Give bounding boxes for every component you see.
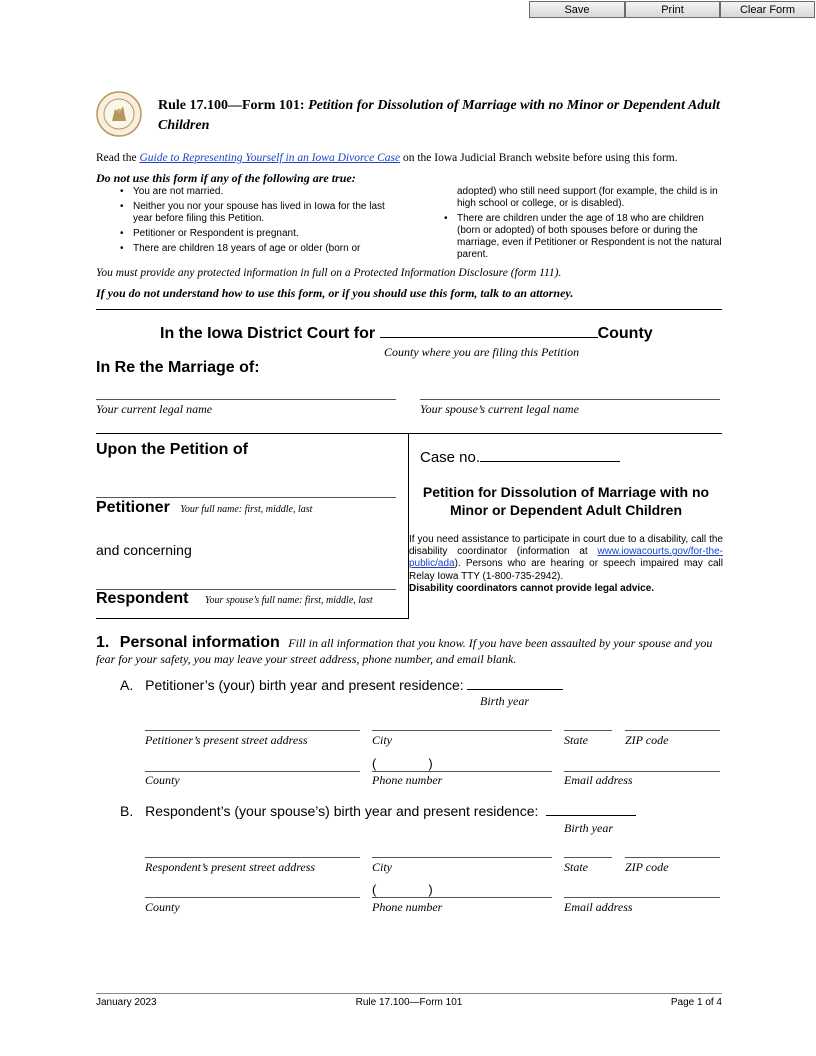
your-name-caption: Your current legal name bbox=[96, 402, 213, 416]
read-guide-text: Read the Guide to Representing Yourself in an Iowa Divorce Case on the Iowa Judicial Branch website before using this form. bbox=[96, 152, 678, 164]
street-caption: Petitioner’s present street address bbox=[145, 733, 308, 747]
divider bbox=[96, 309, 722, 310]
county-caption: County bbox=[145, 900, 180, 914]
petitioner-city-field[interactable] bbox=[372, 730, 552, 731]
do-not-use-heading: Do not use this form if any of the following are true: bbox=[96, 171, 356, 185]
in-re-heading: In Re the Marriage of: bbox=[96, 359, 260, 376]
email-caption: Email address bbox=[564, 900, 633, 914]
respondent-street-field[interactable] bbox=[145, 857, 360, 858]
list-item-continued: adopted) who still need support (for example, the child is in high school or college, or is disabled). bbox=[457, 186, 718, 209]
zip-caption: ZIP code bbox=[625, 733, 669, 747]
footer-page-number: Page 1 of 4 bbox=[670, 997, 722, 1008]
protected-info-note: You must provide any protected information in full on a Protected Information Disclosure (form 111). bbox=[96, 267, 562, 279]
spouse-name-caption: Your spouse’s current legal name bbox=[420, 402, 579, 416]
phone-caption: Phone number bbox=[372, 900, 443, 914]
respondent-label: Respondent Your spouse’s full name: first, middle, last bbox=[96, 590, 373, 607]
petitioner-county-field[interactable] bbox=[145, 771, 360, 772]
caption-box-bottom bbox=[96, 618, 409, 619]
case-number-field[interactable] bbox=[480, 461, 620, 462]
email-caption: Email address bbox=[564, 773, 633, 787]
petitioner-birth-year-field[interactable] bbox=[467, 689, 563, 690]
ada-link[interactable]: www.iowacourts.gov/for-the-public/ada bbox=[409, 546, 723, 570]
petitioner-phone-field[interactable] bbox=[372, 771, 552, 772]
footer-date: January 2023 bbox=[96, 997, 157, 1008]
court-heading: In the Iowa District Court for County bbox=[160, 325, 653, 342]
county-caption: County bbox=[145, 773, 180, 787]
state-caption: State bbox=[564, 733, 588, 747]
ada-notice: If you need assistance to participate in court due to a disability, call the disability coordinator (information at www.iowacourts.gov/for-the-public/ada). Persons who are hearing or speech impaired may call Relay Iowa TTY (1-800-735-2942). Disability coordinators cannot provide legal advice. bbox=[409, 534, 723, 594]
clear-form-button[interactable]: Clear Form bbox=[720, 1, 815, 18]
state-caption: State bbox=[564, 860, 588, 874]
county-caption: County where you are filing this Petition bbox=[384, 345, 580, 359]
bullets-right bbox=[420, 186, 725, 264]
and-concerning: and concerning bbox=[96, 542, 192, 558]
respondent-phone-field[interactable] bbox=[372, 897, 552, 898]
respondent-zip-field[interactable] bbox=[625, 857, 720, 858]
iowa-judicial-seal bbox=[96, 91, 142, 137]
city-caption: City bbox=[372, 733, 392, 747]
attorney-note: If you do not understand how to use this form, or if you should use this form, talk to an attorney. bbox=[96, 286, 574, 300]
petitioner-street-field[interactable] bbox=[145, 730, 360, 731]
city-caption: City bbox=[372, 860, 392, 874]
section-1-heading: 1. Personal information Fill in all information that you know. If you have been assaulted by your spouse and you fear for your safety, you may leave your street address, phone number, and email blank. bbox=[96, 634, 713, 666]
respondent-county-field[interactable] bbox=[145, 897, 360, 898]
print-button[interactable]: Print bbox=[625, 1, 720, 18]
form-title: Rule 17.100—Form 101: Petition for Dissolution of Marriage with no Minor or Dependent Adult Children bbox=[158, 98, 720, 133]
list-item: • There are children under the age of 18 who are children (born or adopted) of both spouses before or during the marriage, even if Petitioner or Respondent is not the natural parent. bbox=[457, 213, 725, 261]
petitioner-name-field[interactable] bbox=[96, 497, 396, 498]
respondent-birth-year-field[interactable] bbox=[546, 815, 636, 816]
zip-caption: ZIP code bbox=[625, 860, 669, 874]
petition-title: Petition for Dissolution of Marriage with no Minor or Dependent Adult Children bbox=[422, 484, 710, 518]
save-button[interactable]: Save bbox=[529, 1, 625, 18]
list-item: • Neither you nor your spouse has lived in Iowa for the last year before filing this Petition. bbox=[133, 201, 396, 225]
list-item: • There are children 18 years of age or older (born or bbox=[133, 243, 396, 255]
upon-petition-heading: Upon the Petition of bbox=[96, 441, 248, 458]
footer-divider bbox=[96, 993, 722, 994]
birth-year-caption: Birth year bbox=[480, 694, 529, 708]
petitioner-email-field[interactable] bbox=[564, 771, 720, 772]
respondent-city-field[interactable] bbox=[372, 857, 552, 858]
guide-link[interactable]: Guide to Representing Yourself in an Iowa Divorce Case bbox=[139, 152, 401, 164]
caption-box-top bbox=[96, 433, 722, 434]
petitioner-birth-year-label: A. Petitioner’s (your) birth year and present residence: bbox=[120, 677, 563, 693]
street-caption: Respondent’s present street address bbox=[145, 860, 316, 874]
respondent-birth-year-label: B. Respondent’s (your spouse’s) birth year and present residence: bbox=[120, 803, 636, 819]
your-name-field[interactable] bbox=[96, 399, 396, 400]
petitioner-label: Petitioner Your full name: first, middle, last bbox=[96, 499, 313, 516]
respondent-state-field[interactable] bbox=[564, 857, 612, 858]
spouse-name-field[interactable] bbox=[420, 399, 720, 400]
county-field[interactable] bbox=[380, 337, 598, 338]
phone-area-code: ( ) bbox=[372, 882, 433, 897]
case-number: Case no. bbox=[420, 449, 620, 466]
list-item: • Petitioner or Respondent is pregnant. bbox=[133, 228, 396, 240]
bullets-left bbox=[96, 186, 396, 258]
footer-form-number: Rule 17.100—Form 101 bbox=[355, 997, 463, 1008]
petitioner-zip-field[interactable] bbox=[625, 730, 720, 731]
birth-year-caption: Birth year bbox=[564, 821, 613, 835]
phone-caption: Phone number bbox=[372, 773, 443, 787]
respondent-email-field[interactable] bbox=[564, 897, 720, 898]
phone-area-code: ( ) bbox=[372, 756, 433, 771]
petitioner-state-field[interactable] bbox=[564, 730, 612, 731]
list-item: • You are not married. bbox=[133, 186, 396, 198]
